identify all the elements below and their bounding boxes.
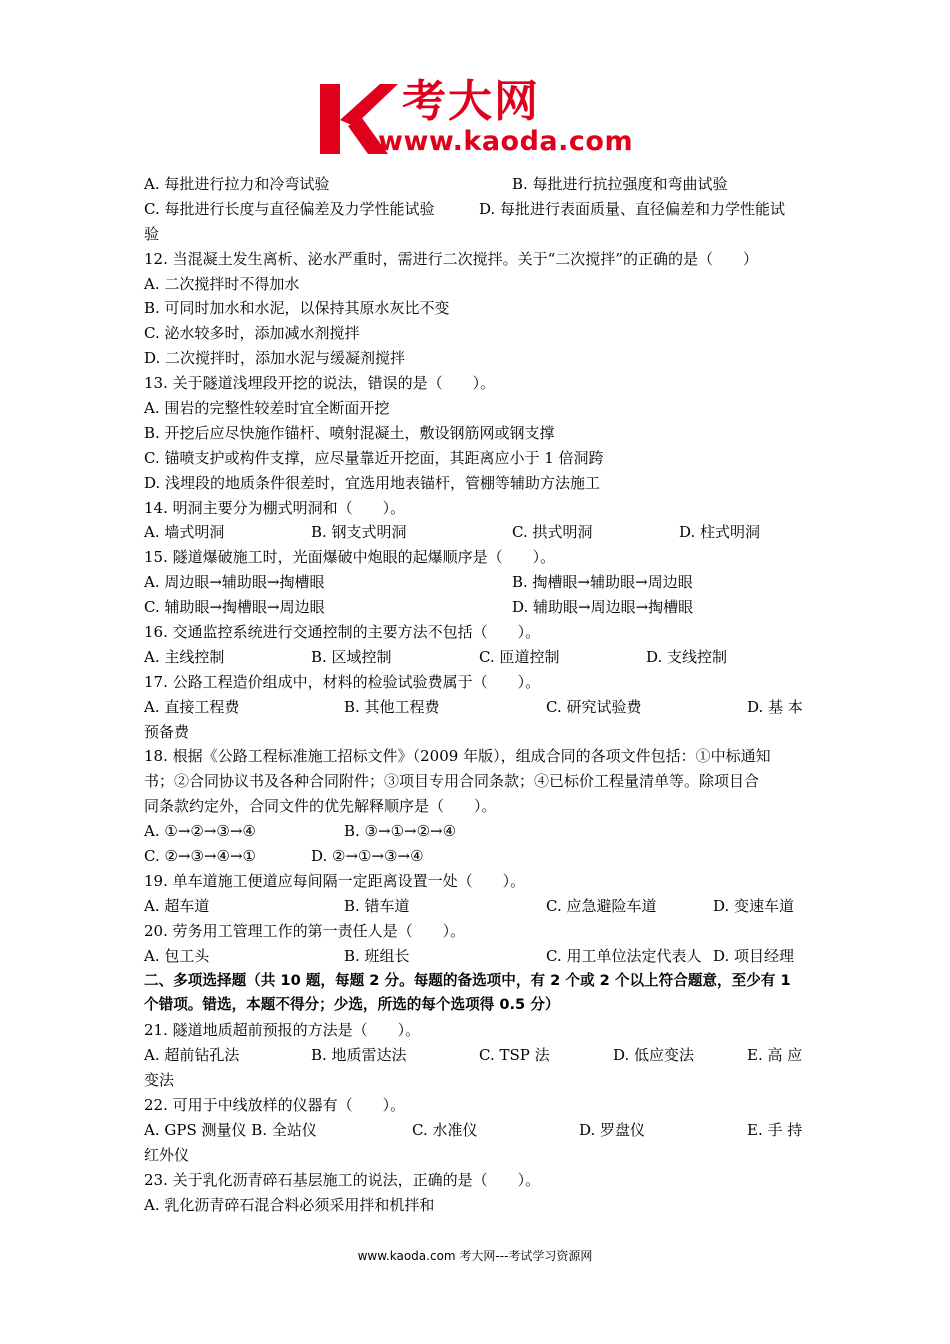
option-text: A. 直接工程费	[144, 697, 240, 716]
line-text: 17. 公路工程造价组成中，材料的检验试验费属于（ ）。	[144, 672, 541, 691]
text-line	[144, 1018, 808, 1043]
line-text: C. 泌水较多时，添加减水剂搅拌	[144, 324, 360, 343]
text-line	[144, 222, 808, 247]
document-body	[144, 172, 808, 1217]
line-text: 19. 单车道施工便道应每间隔一定距离设置一处（ ）。	[144, 871, 526, 890]
text-line	[144, 720, 808, 745]
text-line	[144, 769, 808, 794]
text-line	[144, 1043, 808, 1068]
option-text: C. 匝道控制	[479, 647, 560, 666]
option-text: D. 低应变法	[613, 1046, 695, 1065]
option-text: D. 柱式明洞	[679, 523, 761, 542]
line-text: 个错项。错选，本题不得分；少选，所选的每个选项得 0.5 分）	[144, 996, 560, 1014]
text-line	[144, 944, 808, 969]
option-text: A. 周边眼→辅助眼→掏槽眼	[144, 573, 325, 592]
text-line	[144, 496, 808, 521]
option-text: B. 掏槽眼→辅助眼→周边眼	[512, 573, 693, 592]
line-text: B. 可同时加水和水泥，以保持其原水灰比不变	[144, 299, 450, 318]
line-text: 21. 隧道地质超前预报的方法是（ ）。	[144, 1021, 421, 1040]
text-line	[144, 1068, 808, 1093]
text-line	[144, 396, 808, 421]
text-line	[144, 869, 808, 894]
option-text: C. TSP 法	[479, 1046, 550, 1065]
option-text: A. 超前钻孔法	[144, 1046, 240, 1065]
line-text: 15. 隧道爆破施工时，光面爆破中炮眼的起爆顺序是（ ）。	[144, 548, 556, 567]
option-text: C. 应急避险车道	[546, 896, 657, 915]
option-text: A. 包工头	[144, 946, 210, 965]
brand-name: 考大网	[402, 76, 540, 127]
brand-url: www.kaoda.com	[378, 126, 634, 157]
text-line	[144, 794, 808, 819]
option-text: B. 其他工程费	[344, 697, 440, 716]
line-text: 13. 关于隧道浅埋段开挖的说法，错误的是（ ）。	[144, 374, 496, 393]
text-line	[144, 272, 808, 297]
line-text: 同条款约定外，合同文件的优先解释顺序是（ ）。	[144, 797, 497, 816]
text-line	[144, 321, 808, 346]
text-line	[144, 296, 808, 321]
text-line	[144, 1118, 808, 1143]
option-text: A. 墙式明洞	[144, 523, 225, 542]
text-line	[144, 471, 808, 496]
text-line	[144, 172, 808, 197]
line-text: A. 围岩的完整性较差时宜全断面开挖	[144, 399, 390, 418]
text-line	[144, 446, 808, 471]
text-line	[144, 894, 808, 919]
option-text: D. 每批进行表面质量、直径偏差和力学性能试	[479, 199, 786, 218]
line-text: 12. 当混凝土发生离析、泌水严重时，需进行二次搅拌。关于“二次搅拌”的正确的是（ ）	[144, 249, 758, 268]
text-line	[144, 595, 808, 620]
option-text: A. 主线控制	[144, 647, 225, 666]
option-text: C. 每批进行长度与直径偏差及力学性能试验	[144, 199, 435, 218]
line-text: A. 二次搅拌时不得加水	[144, 274, 300, 293]
text-line	[144, 1143, 808, 1168]
text-line	[144, 645, 808, 670]
text-line	[144, 197, 808, 222]
line-text: A. 乳化沥青碎石混合料必须采用拌和机拌和	[144, 1195, 435, 1214]
option-text: B. 区域控制	[311, 647, 392, 666]
line-text: 14. 明洞主要分为棚式明洞和（ ）。	[144, 498, 406, 517]
text-line	[144, 570, 808, 595]
text-line	[144, 844, 808, 869]
line-text: 预备费	[144, 722, 190, 741]
option-text: B. 钢支式明洞	[311, 523, 407, 542]
option-text: B. 错车道	[344, 896, 410, 915]
option-text: A. 超车道	[144, 896, 210, 915]
line-text: D. 二次搅拌时，添加水泥与缓凝剂搅拌	[144, 349, 406, 368]
option-text: A. 每批进行拉力和冷弯试验	[144, 175, 330, 193]
text-line	[144, 346, 808, 371]
line-text: 红外仪	[144, 1145, 190, 1164]
option-text: D. 罗盘仪	[579, 1120, 646, 1139]
option-text: C. ②→③→④→①	[144, 847, 256, 866]
option-text: D. 变速车道	[713, 896, 795, 915]
text-line	[144, 919, 808, 944]
line-text: 二、多项选择题（共 10 题，每题 2 分。每题的备选项中，有 2 个或 2 个以上符合题意，至少有 1	[144, 971, 791, 989]
text-line	[144, 247, 808, 272]
option-text: A. ①→②→③→④	[144, 822, 256, 841]
line-text: D. 浅埋段的地质条件很差时，宜选用地表锚杆，管棚等辅助方法施工	[144, 473, 601, 492]
line-text: 23. 关于乳化沥青碎石基层施工的说法，正确的是（ ）。	[144, 1170, 541, 1189]
line-text: 变法	[144, 1071, 175, 1090]
text-line	[144, 670, 808, 695]
text-line	[144, 371, 808, 396]
line-text: 书；②合同协议书及各种合同附件；③项目专用合同条款；④已标价工程量清单等。除项目合	[144, 772, 760, 791]
option-text: D. ②→①→③→④	[311, 847, 424, 866]
line-text: C. 锚喷支护或构件支撑，应尽量靠近开挖面，其距离应小于 1 倍洞跨	[144, 448, 604, 467]
line-text: 18. 根据《公路工程标准施工招标文件》（2009 年版），组成合同的各项文件包括：①中标通知	[144, 747, 771, 766]
text-line	[144, 695, 808, 720]
section-heading-line	[144, 993, 808, 1018]
option-text: B. 地质雷达法	[311, 1046, 407, 1065]
option-text: C. 拱式明洞	[512, 523, 593, 542]
option-text: E. 高 应	[747, 1046, 803, 1065]
option-text: B. 每批进行抗拉强度和弯曲试验	[512, 175, 728, 193]
text-line	[144, 421, 808, 446]
option-text: E. 手 持	[747, 1120, 803, 1139]
page-footer: www.kaoda.com 考大网---考试学习资源网	[357, 1249, 593, 1263]
option-text: C. 水准仪	[412, 1120, 478, 1139]
line-text: 20. 劳务用工管理工作的第一责任人是（ ）。	[144, 921, 466, 940]
option-text: A. GPS 测量仪 B. 全站仪	[144, 1120, 317, 1139]
line-text: 16. 交通监控系统进行交通控制的主要方法不包括（ ）。	[144, 623, 541, 642]
text-line	[144, 819, 808, 844]
option-text: C. 辅助眼→掏槽眼→周边眼	[144, 598, 325, 617]
section-heading-line	[144, 969, 808, 994]
line-text: 22. 可用于中线放样的仪器有（ ）。	[144, 1095, 406, 1114]
text-line	[144, 545, 808, 570]
line-text: 验	[144, 224, 160, 243]
text-line	[144, 1168, 808, 1193]
line-text: B. 开挖后应尽快施作锚杆、喷射混凝土，敷设钢筋网或钢支撑	[144, 423, 555, 442]
option-text: D. 辅助眼→周边眼→掏槽眼	[512, 598, 694, 617]
option-text: D. 支线控制	[646, 647, 728, 666]
option-text: B. ③→①→②→④	[344, 822, 457, 841]
text-line	[144, 1093, 808, 1118]
option-text: C. 研究试验费	[546, 697, 642, 716]
option-text: D. 基 本	[747, 697, 803, 716]
text-line	[144, 520, 808, 545]
text-line	[144, 744, 808, 769]
option-text: B. 班组长	[344, 946, 410, 965]
text-line	[144, 1193, 808, 1218]
text-line	[144, 620, 808, 645]
option-text: D. 项目经理	[713, 946, 795, 965]
kaoda-logo	[318, 76, 638, 160]
option-text: C. 用工单位法定代表人	[546, 946, 702, 965]
